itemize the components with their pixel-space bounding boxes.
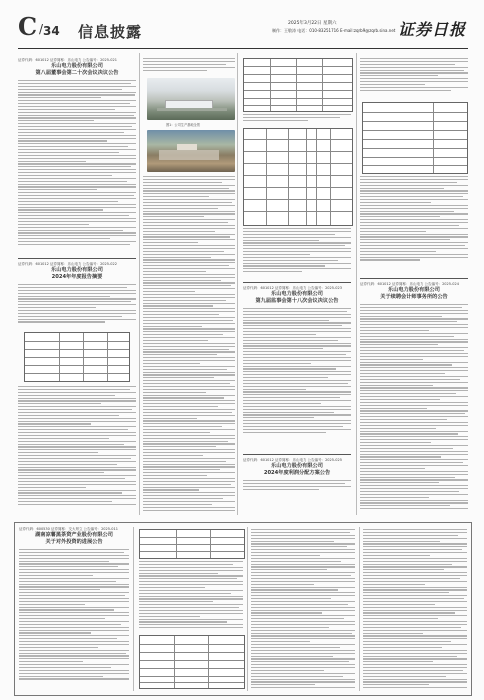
financial-table [139,635,245,689]
section-title: 信息披露 [78,23,143,41]
editor-line: 制作：王敬涛 电话：010-83251716 E-mail:zqrb9@zqrb.sina.net [272,28,396,33]
column-divider [139,53,140,515]
article-body [18,284,136,323]
column-divider [356,53,357,515]
page-number: / 34 [43,24,60,38]
article-company: 乐山电力股份有限公司 [51,63,103,69]
article-divider [243,454,351,455]
article-block [18,58,136,253]
photo-caption: 图1：公司生产基地全景 [166,123,200,127]
bottom-article-frame [14,522,472,696]
page-header [18,14,468,49]
article-divider [243,282,351,283]
article-title: 第八届董事会第二十次会议决议公告 [35,70,119,76]
column-divider [133,527,134,691]
article-body [243,308,351,433]
section-letter: C [18,12,38,41]
article-meta: 证券代码：600530 证券简称：交大昂立 公告编号：2025-011 [19,527,118,531]
column-divider [237,53,238,515]
article-body [251,529,355,689]
article-block [243,458,351,514]
article-meta: 证券代码：601012 证券简称：乐山电力 公告编号：2025-025 [243,458,342,462]
article-meta: 证券代码：601012 证券简称：乐山电力 公告编号：2025-022 [18,262,117,266]
article-company: 湖南凉薯黑茶资产业股份有限公司 [35,532,113,538]
article-body [139,561,243,631]
article-company: 乐山电力股份有限公司 [271,291,323,297]
article-meta: 证券代码：601012 证券简称：乐山电力 公告编号：2025-023 [243,286,342,290]
financial-table [139,529,245,559]
article-title: 2024年年度报告摘要 [51,274,103,280]
article-divider [18,258,136,259]
article-body [243,480,351,490]
article-body [360,304,468,509]
article-body [360,58,468,98]
site-photo [147,78,235,120]
article-meta: 证券代码：601012 证券简称：乐山电力 公告编号：2025-024 [360,282,459,286]
issue-date: 2025年3月22日 星期六 [288,21,337,26]
article-block [243,286,351,452]
article-body [143,176,235,512]
article-company: 乐山电力股份有限公司 [271,463,323,469]
article-body [243,228,351,280]
article-body [243,114,351,126]
article-body [360,176,468,276]
column-divider [247,527,248,691]
financial-table [24,332,130,382]
article-body [19,549,129,680]
newspaper-logo: 证券日报 [397,20,466,39]
article-block [360,282,468,514]
article-title: 关于对外投资的进展公告 [45,539,103,545]
article-title: 第九届监事会第十八次会议决议公告 [255,298,339,304]
article-meta: 证券代码：601012 证券简称：乐山电力 公告编号：2025-021 [18,58,117,62]
article-body [18,386,136,507]
article-company: 乐山电力股份有限公司 [51,267,103,273]
column-divider [359,527,360,691]
article-divider [360,278,468,279]
article-company: 乐山电力股份有限公司 [388,287,440,293]
financial-table [362,102,468,174]
financial-table [243,58,353,112]
article-title: 关于续聘会计师事务所的公告 [380,294,448,300]
article-block [19,527,129,691]
financial-table [243,128,353,226]
site-photo [147,130,235,172]
article-title: 2024年度利润分配方案公告 [263,470,331,476]
article-body [143,58,235,76]
article-body [363,529,467,689]
article-body [18,80,136,245]
article-block [18,262,136,512]
